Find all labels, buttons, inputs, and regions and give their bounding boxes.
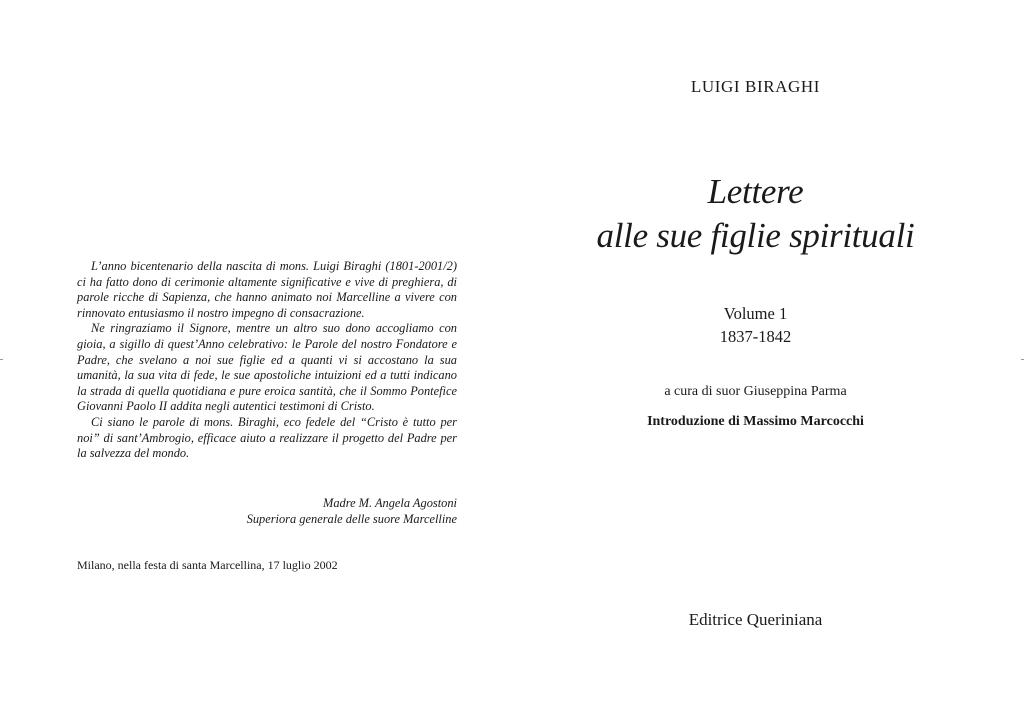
introduction-credit: Introduzione di Massimo Marcocchi [647,414,864,429]
signature-name: Madre M. Angela Agostoni [323,496,457,510]
editor-credit: a cura di suor Giuseppina Parma [664,384,847,399]
book-title-line-2: alle sue figlie spirituali [596,216,915,255]
signature-block [77,496,457,527]
preface-paragraph-3: Ci siano le parole di mons. Biraghi, eco fedele del “Cristo è tutto per noi” di sant’Ambrogio, efficace aiuto a realizzare il progetto del Padre per la salvezza del mondo. [77,414,457,461]
preface-paragraph-2: Ne ringraziamo il Signore, mentre un altro suo dono accogliamo con gioia, a sigillo di quest’Anno celebrativo: le Parole del nostro Fondatore e Padre, che svelano a noi sue figlie ed a quanti vi si accostano la sua umanità, la sua vita di fede, le sue apostoliche intuizioni ed a tutti indicano la strada di quella quotidiana e pure eroica santità, che il Sommo Pontefice Giovanni Paolo II addita negli autentici testimoni di Cristo. [77,321,457,414]
author-name: LUIGI BIRAGHI [690,77,821,96]
volume-info [512,302,999,348]
book-title-line-1: Lettere [707,172,804,211]
signature-role: Superiora generale delle suore Marcelline [246,511,457,526]
preface-paragraph-1: L’anno bicentenario della nascita di mons. Luigi Biraghi (1801-2001/2) ci ha fatto dono di cerimonie altamente significative e vive di preghiera, di parole ricche di Sapienza, che hanno animato noi Marcelline a vivere con rinnovato entusiasmo il nostro impegno di consacrazione. [77,259,457,320]
preface-text [77,259,457,462]
place-date: Milano, nella festa di santa Marcellina, 17 luglio 2002 [77,558,338,572]
left-edge-mark [0,359,3,360]
book-title [512,170,999,258]
volume-number: Volume 1 [723,304,788,323]
volume-years: 1837-1842 [719,327,792,346]
right-page [512,0,1024,724]
publisher-name: Editrice Queriniana [688,610,823,629]
